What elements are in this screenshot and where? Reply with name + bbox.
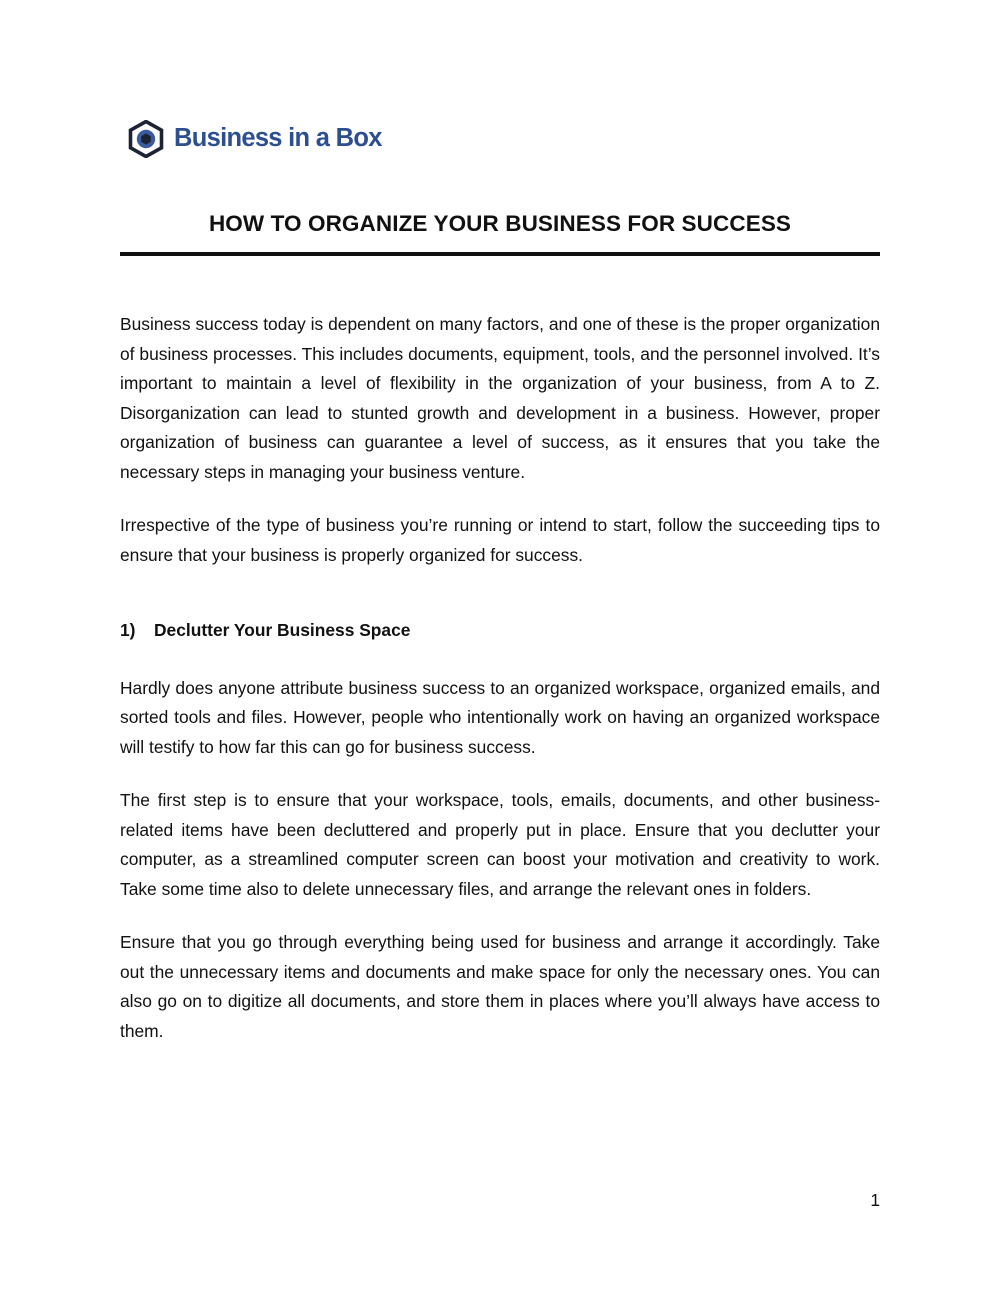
brand-logo	[128, 116, 382, 162]
spacer	[120, 594, 880, 616]
spacer	[120, 646, 880, 674]
page-title: HOW TO ORGANIZE YOUR BUSINESS FOR SUCCESS	[208, 211, 792, 236]
section-title-1: Declutter Your Business Space	[154, 620, 411, 640]
paragraph-section1-3: Ensure that you go through everything being used for business and arrange it accordingly. Take out the unnecessary items and documents and make space for only the necessary ones. You can also go on to digitize all documents, and store them in places where you’ll always have access to them.	[120, 932, 880, 1041]
paragraph-intro-1: Business success today is dependent on many factors, and one of these is the proper organization of business processes. This includes documents, equipment, tools, and the personnel involved. It’s important to maintain a level of flexibility in the organization of your business, from A to Z. Disorganization can lead to stunted growth and development in a business. However, proper organization of business can guarantee a level of success, as it ensures that you take the necessary steps in managing your business venture.	[120, 314, 880, 482]
paragraph-intro-2: Irrespective of the type of business you’re running or intend to start, follow the succeeding tips to ensure that your business is properly organized for success.	[120, 515, 880, 565]
paragraph-section1-2: The first step is to ensure that your workspace, tools, emails, documents, and other business-related items have been decluttered and properly put in place. Ensure that you declutter your computer, as a streamlined computer screen can boost your motivation and creativity to work. Take some time also to delete unnecessary files, and arrange the relevant ones in folders.	[120, 790, 880, 899]
paragraph-section1-1: Hardly does anyone attribute business success to an organized workspace, organized emails, and sorted tools and files. However, people who intentionally work on having an organized workspace will testify to how far this can go for business success.	[120, 677, 880, 757]
section-number-1: 1)	[120, 620, 136, 640]
hexagon-logo-icon	[128, 120, 164, 158]
brand-name: Business in a Box	[174, 124, 382, 153]
title-divider	[120, 252, 880, 256]
section-heading-1	[120, 616, 880, 646]
document-body	[120, 310, 880, 1046]
page-number: 1	[870, 1190, 880, 1210]
